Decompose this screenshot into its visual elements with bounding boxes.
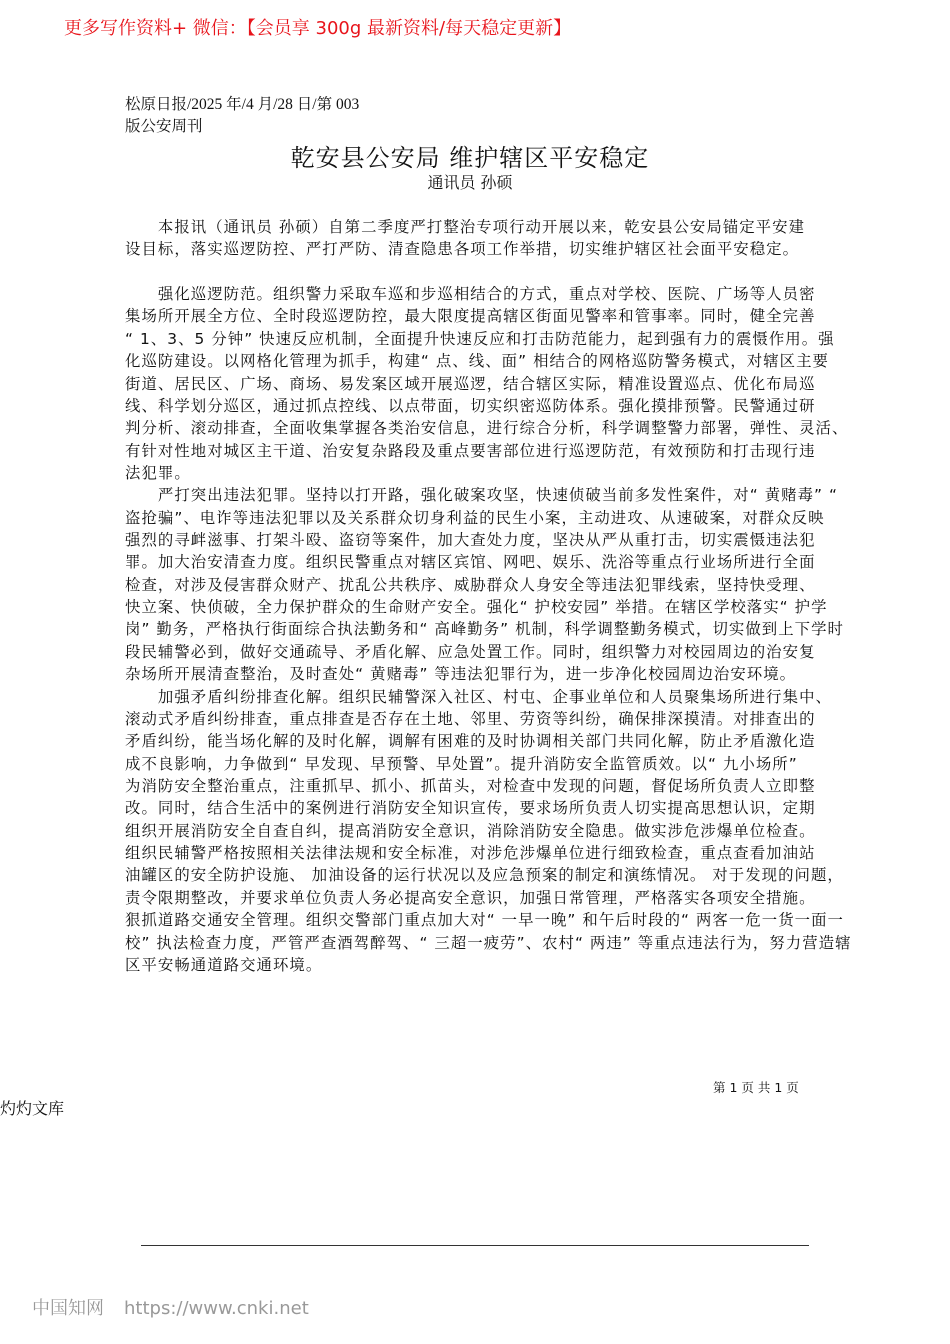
paragraph-line: 强烈的寻衅滋事、打架斗殴、盗窃等案件，加大查处力度，坚决从严从重打击，切实震慑违法犯 bbox=[125, 531, 816, 550]
paragraph-line: 油罐区的安全防护设施、 加油设备的运行状况以及应急预案的制定和演练情况。 对于发现的问题， bbox=[125, 866, 844, 885]
library-name: 灼灼文库 bbox=[0, 1099, 65, 1118]
paragraph-line: 盗抢骗”、电诈等违法犯罪以及关系群众切身利益的民生小案，主动进攻、从速破案，对群众反映 bbox=[125, 508, 825, 527]
meta-line-1: 松原日报/2025 年/4 月/28 日/第 003 bbox=[125, 96, 360, 113]
paragraph-line: 改。同时，结合生活中的案例进行消防安全知识宣传，要求场所负责人切实提高思想认识，定期 bbox=[125, 799, 816, 818]
paragraph-line: 有针对性地对城区主干道、治安复杂路段及重点要害部位进行巡逻防范，有效预防和打击现行违 bbox=[125, 441, 816, 460]
paragraph-line: 滚动式矛盾纠纷排查，重点排查是否存在土地、邻里、劳资等纠纷，确保排深摸清。对排查出的 bbox=[125, 709, 816, 728]
paragraph-line: 判分析、滚动排查，全面收集掌握各类治安信息，进行综合分析，科学调整警力部署，弹性、灵活、 bbox=[125, 419, 849, 438]
paragraph-line: 化巡防建设。以网格化管理为抓手，构建“ 点、线、面” 相结合的网格巡防警务模式，对辖区主要 bbox=[125, 352, 829, 371]
paragraph-line: 法犯罪。 bbox=[125, 463, 191, 482]
paragraph-line: 强化巡逻防范。组织警力采取车巡和步巡相结合的方式，重点对学校、医院、广场等人员密 bbox=[125, 285, 816, 304]
cnki-name: 中国知网 bbox=[32, 1298, 104, 1319]
paragraph bbox=[125, 216, 852, 261]
paragraph-line: 区平安畅通道路交通环境。 bbox=[125, 955, 323, 974]
paragraph-line: 设目标，落实巡逻防控、严打严防、清查隐患各项工作举措，切实维护辖区社会面平安稳定。 bbox=[125, 240, 800, 259]
paragraph-line: 杂场所开展清查整治，及时查处“ 黄赌毒” 等违法犯罪行为，进一步净化校园周边治安环境。 bbox=[125, 665, 797, 684]
cnki-url: https://www.cnki.net bbox=[124, 1298, 309, 1319]
paragraph-line: 罪。加大治安清查力度。组织民警重点对辖区宾馆、网吧、娱乐、洗浴等重点行业场所进行全面 bbox=[125, 553, 816, 572]
paragraph bbox=[125, 283, 852, 484]
paragraph-line: 集场所开展全方位、全时段巡逻防控，最大限度提高辖区街面见警率和管事率。同时，健全完善 bbox=[125, 307, 816, 326]
page-number: 第 1 页 共 1 页 bbox=[713, 1080, 799, 1095]
paragraph-line: 检查，对涉及侵害群众财产、扰乱公共秩序、威胁群众人身安全等违法犯罪线索，坚持快受理、 bbox=[125, 575, 816, 594]
paragraph-line: 线、科学划分巡区，通过抓点控线、以点带面，切实织密巡防体系。强化摸排预警。民警通过研 bbox=[125, 396, 816, 415]
paragraph-line: 岗” 勤务，严格执行街面综合执法勤务和“ 高峰勤务” 机制，科学调整勤务模式，切实做到上下学时 bbox=[125, 620, 844, 639]
paragraph-line: 为消防安全整治重点，注重抓早、抓小、抓苗头，对检查中发现的问题，督促场所负责人立即整 bbox=[125, 776, 816, 795]
paragraph-gap bbox=[125, 261, 852, 283]
paragraph-line: 街道、居民区、广场、商场、易发案区域开展巡逻，结合辖区实际，精准设置巡点、优化布局巡 bbox=[125, 374, 816, 393]
article-byline: 通讯员 孙硕 bbox=[427, 173, 513, 192]
footer-divider bbox=[141, 1245, 809, 1246]
paragraph bbox=[125, 686, 852, 977]
paragraph-line: 狠抓道路交通安全管理。组织交警部门重点加大对“ 一早一晚” 和午后时段的“ 两客一危一货一面一 bbox=[125, 911, 844, 930]
paragraph-line: 矛盾纠纷，能当场化解的及时化解，调解有困难的及时协调相关部门共同化解，防止矛盾激化造 bbox=[125, 732, 816, 751]
article-body bbox=[125, 216, 852, 976]
paragraph-line: 快立案、快侦破，全力保护群众的生命财产安全。强化“ 护校安园” 举措。在辖区学校落实“ 护学 bbox=[125, 598, 828, 617]
promo-banner: 更多写作资料+ 微信：【会员享 300g 最新资料/每天稳定更新】 bbox=[64, 18, 572, 39]
article-title: 乾安县公安局 维护辖区平安稳定 bbox=[290, 144, 650, 172]
meta-line-2: 版公安周刊 bbox=[125, 118, 203, 135]
paragraph-line: 本报讯（通讯员 孙硕）自第二季度严打整治专项行动开展以来，乾安县公安局锚定平安建 bbox=[125, 218, 806, 236]
paragraph-line: “ 1、3、5 分钟” 快速反应机制，全面提升快速反应和打击防范能力，起到强有力的震慑作用。强 bbox=[125, 329, 835, 348]
paragraph-line: 责令限期整改，并要求单位负责人务必提高安全意识，加强日常管理，严格落实各项安全措施。 bbox=[125, 888, 816, 907]
paragraph-line: 组织开展消防安全自查自纠，提高消防安全意识，消除消防安全隐患。做实涉危涉爆单位检查。 bbox=[125, 821, 816, 840]
paragraph bbox=[125, 484, 852, 685]
paragraph-line: 严打突出违法犯罪。坚持以打开路，强化破案攻坚，快速侦破当前多发性案件，对“ 黄赌毒” “ bbox=[125, 486, 839, 505]
paragraph-line: 校” 执法检查力度，严管严查酒驾醉驾、“ 三超一疲劳”、农村“ 两违” 等重点违法行为，努力营造辖 bbox=[125, 933, 852, 952]
paragraph-line: 组织民辅警严格按照相关法律法规和安全标准，对涉危涉爆单位进行细致检查，重点查看加油站 bbox=[125, 844, 816, 863]
cnki-watermark bbox=[32, 1294, 329, 1320]
paragraph-line: 成不良影响，力争做到“ 早发现、早预警、早处置”。提升消防安全监管质效。以“ 九小场所” bbox=[125, 754, 798, 773]
paragraph-line: 段民辅警必到，做好交通疏导、矛盾化解、应急处置工作。同时，组织警力对校园周边的治安复 bbox=[125, 642, 816, 661]
publication-meta bbox=[125, 94, 359, 138]
paragraph-line: 加强矛盾纠纷排查化解。组织民辅警深入社区、村屯、企事业单位和人员聚集场所进行集中、 bbox=[125, 687, 832, 706]
